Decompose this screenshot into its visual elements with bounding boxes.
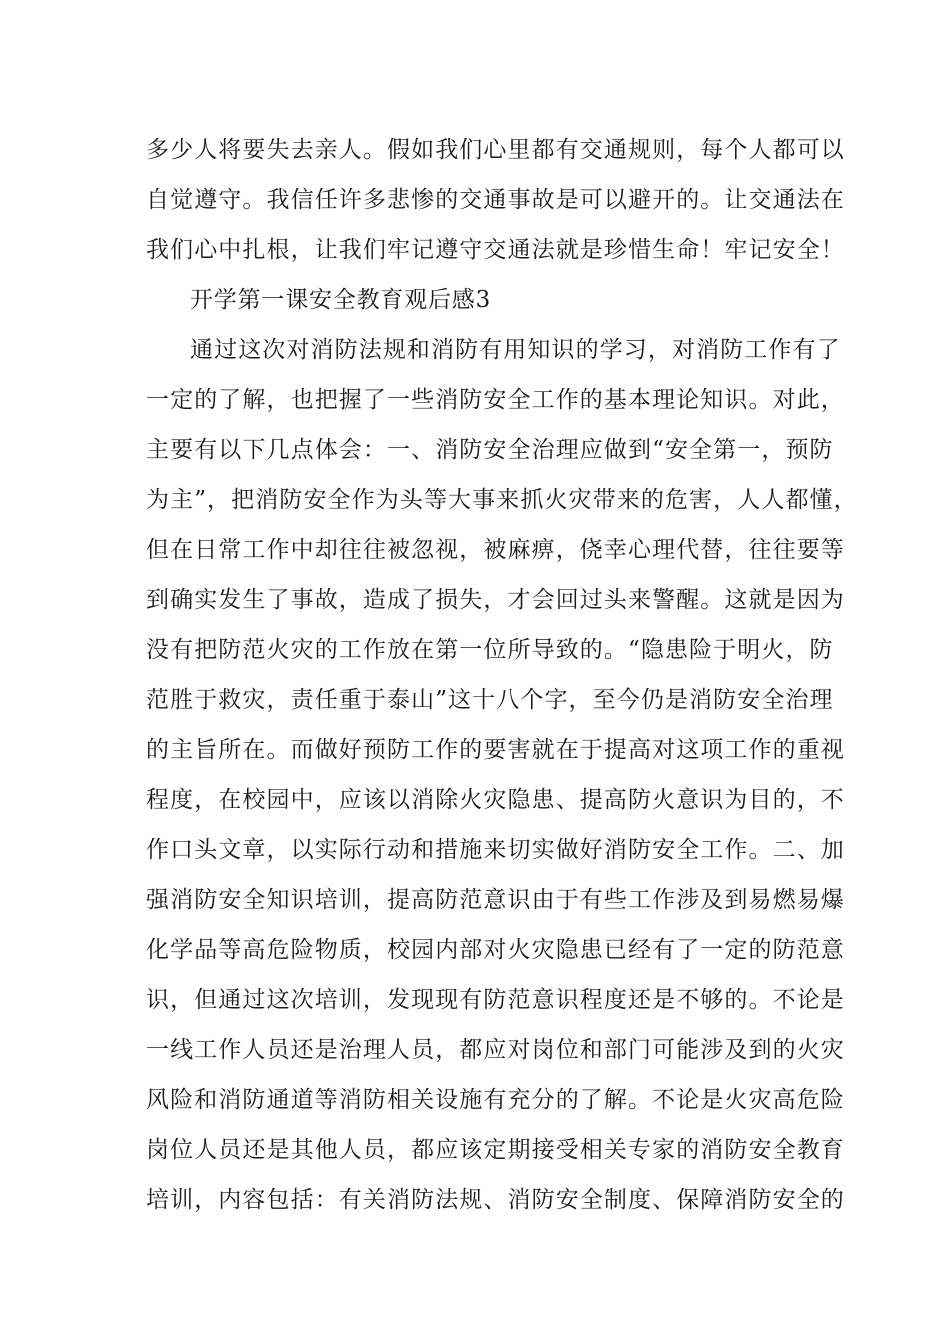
body-line: 我们心中扎根，让我们牢记遵守交通法就是珍惜生命！牢记安全！ [146,237,845,263]
body-line: 培训，内容包括：有关消防法规、消防安全制度、保障消防安全的 [146,1187,845,1213]
body-line: 通过这次对消防法规和消防有用知识的学习，对消防工作有了 [190,337,841,363]
body-line: 的主旨所在。而做好预防工作的要害就在于提高对这项工作的重视 [146,737,845,763]
body-line: 程度，在校园中，应该以消除火灾隐患、提高防火意识为目的，不 [146,787,845,813]
body-line: 作口头文章，以实际行动和措施来切实做好消防安全工作。二、加 [146,837,845,863]
body-line: 没有把防范火灾的工作放在第一位所导致的。“隐患险于明火，防 [146,637,834,663]
body-line: 风险和消防通道等消防相关设施有充分的了解。不论是火灾高危险 [146,1087,845,1113]
body-line: 但在日常工作中却往往被忽视，被麻痹，侥幸心理代替，往往要等 [146,537,845,563]
body-line: 到确实发生了事故，造成了损失，才会回过头来警醒。这就是因为 [146,587,845,613]
body-line: 一线工作人员还是治理人员，都应对岗位和部门可能涉及到的火灾 [146,1037,845,1063]
body-line: 识，但通过这次培训，发现现有防范意识程度还是不够的。不论是 [146,987,845,1013]
body-line: 为主”，把消防安全作为头等大事来抓火灾带来的危害，人人都懂， [146,487,858,513]
section-heading: 开学第一课安全教育观后感3 [190,287,492,313]
body-line: 主要有以下几点体会：一、消防安全治理应做到“安全第一，预防 [146,437,834,463]
body-line: 化学品等高危险物质，校园内部对火灾隐患已经有了一定的防范意 [146,937,845,963]
body-line: 岗位人员还是其他人员，都应该定期接受相关专家的消防安全教育 [146,1137,845,1163]
body-line: 一定的了解，也把握了一些消防安全工作的基本理论知识。对此， [146,387,845,413]
body-line: 范胜于救灾，责任重于泰山”这十八个字，至今仍是消防安全治理 [146,687,834,713]
body-line: 强消防安全知识培训，提高防范意识由于有些工作涉及到易燃易爆 [146,887,845,913]
body-line: 自觉遵守。我信任许多悲惨的交通事故是可以避开的。让交通法在 [146,187,845,213]
body-line: 多少人将要失去亲人。假如我们心里都有交通规则，每个人都可以 [146,137,845,163]
